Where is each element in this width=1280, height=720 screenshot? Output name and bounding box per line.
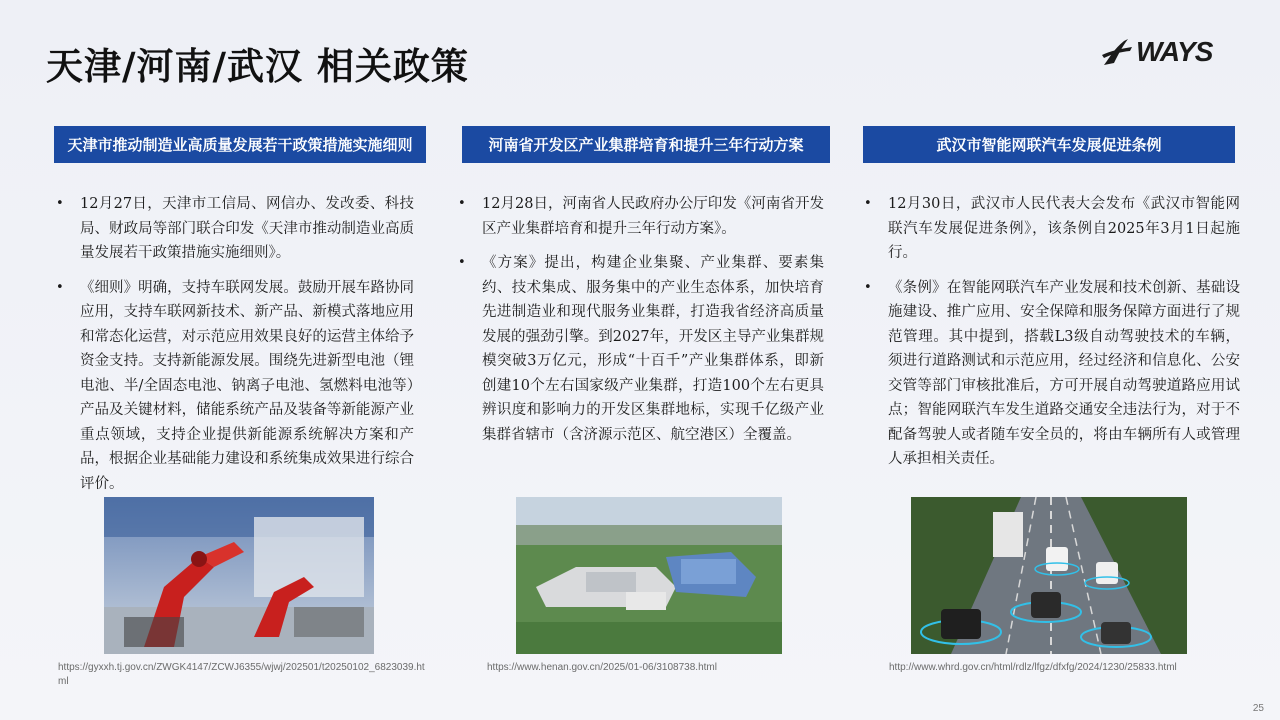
bullet-item: • 《方案》提出，构建企业集聚、产业集群、要素集约、技术集成、服务集中的产业生态体系，加快培育先进制造业和现代服务业集群，打造我省经济高质量发展的强劲引擎。到2027年，开发区主导产业集群规模突破3万亿元，形成“十百千”产业集群体系，即新创建10个左右国家级产业集群，打造100个左右更具辨识度和影响力的开发区集群地标，实现千亿级产业集群省辖市（含济源示范区、航空港区）全覆盖。 (458, 251, 824, 447)
logo-text: WAYS (1136, 36, 1213, 67)
bullet-list-tianjin (56, 192, 414, 506)
policy-banner-wuhan: 武汉市智能网联汽车发展促进条例 (863, 126, 1235, 163)
page-title: 天津/河南/武汉 相关政策 (46, 44, 469, 88)
bullet-list-wuhan (864, 192, 1240, 482)
bullet-item: • 《细则》明确，支持车联网发展。鼓励开展车路协同应用，支持车联网新技术、新产品、新模式落地应用和常态化运营，对示范应用效果良好的运营主体给予资金支持。支持新能源发展。围绕先进新型电池（锂电池、半/全固态电池、钠离子电池、氢燃料电池等）产品及关键材料，储能系统产品及装备等新能源产业重点领域，支持企业提供新能源系统解决方案和产品，根据企业基础能力建设和系统集成效果进行综合评价。 (56, 276, 414, 497)
bullet-item: • 《条例》在智能网联汽车产业发展和技术创新、基础设施建设、推广应用、安全保障和服务保障方面进行了规范管理。其中提到，搭载L3级自动驾驶技术的车辆，须进行道路测试和示范应用，经过经济和信息化、公安交管等部门审核批准后，方可开展自动驾驶道路应用试点；智能网联汽车发生道路交通安全违法行为，对于不配备驾驶人或者随车安全员的，将由车辆所有人或管理人承担相关责任。 (864, 276, 1240, 472)
company-logo (1100, 34, 1212, 70)
bullet-item: • 12月27日，天津市工信局、网信办、发改委、科技局、财政局等部门联合印发《天津市推动制造业高质量发展若干政策措施实施细则》。 (56, 192, 414, 266)
connected-cars-highway-photo (911, 497, 1187, 654)
bullet-list-henan (458, 192, 824, 457)
page-number: 25 (1252, 703, 1264, 714)
source-link-henan[interactable]: https://www.henan.gov.cn/2025/01-06/3108738.html (487, 662, 717, 673)
bullet-item: • 12月28日，河南省人民政府办公厅印发《河南省开发区产业集群培育和提升三年行动方案》。 (458, 192, 824, 241)
source-link-tianjin[interactable]: https://gyxxh.tj.gov.cn/ZWGK4147/ZCWJ6355/wjwj/202501/t20250102_6823039.html (58, 662, 425, 687)
bullet-item: • 12月30日，武汉市人民代表大会发布《武汉市智能网联汽车发展促进条例》，该条例自2025年3月1日起施行。 (864, 192, 1240, 266)
ways-logo-icon (1100, 35, 1134, 69)
policy-banner-henan: 河南省开发区产业集群培育和提升三年行动方案 (462, 126, 830, 163)
robot-arm-factory-photo (104, 497, 374, 654)
industrial-park-aerial-photo (516, 497, 782, 654)
policy-banner-tianjin: 天津市推动制造业高质量发展若干政策措施实施细则 (54, 126, 426, 163)
source-link-wuhan[interactable]: http://www.whrd.gov.cn/html/rdlz/lfgz/dfxfg/2024/1230/25833.html (889, 662, 1177, 673)
